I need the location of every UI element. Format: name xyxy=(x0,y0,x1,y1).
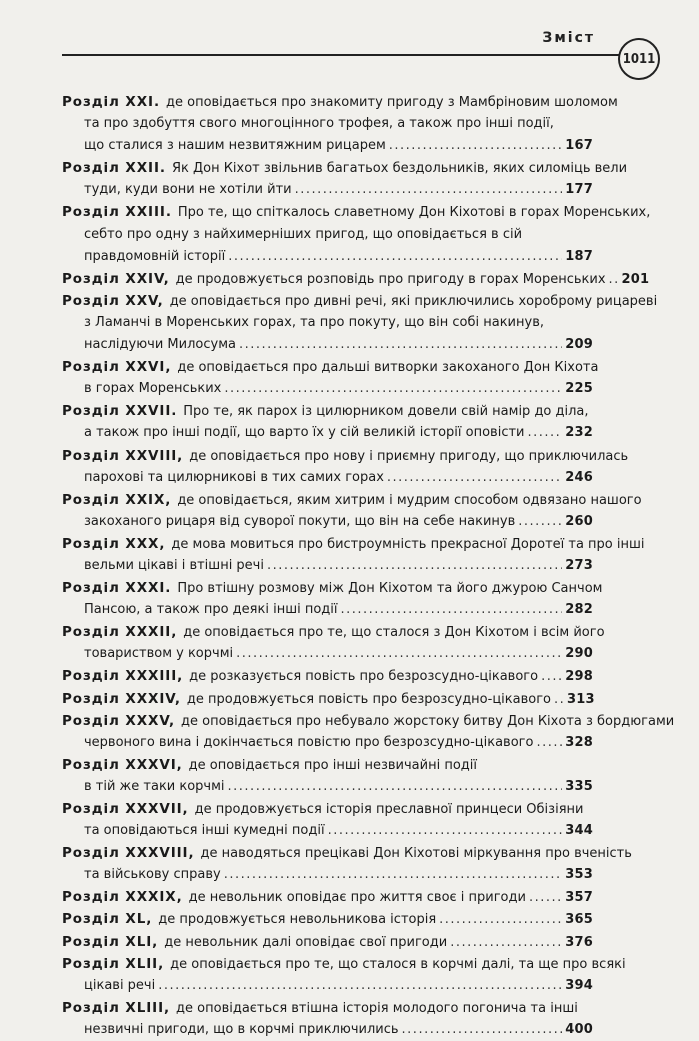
toc-entry xyxy=(62,201,651,267)
page-number: 167 xyxy=(565,138,593,154)
toc-entry-line xyxy=(62,91,618,113)
toc-entry xyxy=(62,665,593,687)
toc-entry-line xyxy=(62,179,593,201)
chapter-description: а також про інші події, що варто їх у сій великій історії оповісти xyxy=(84,425,525,441)
chapter-label: Розділ XXXI. xyxy=(62,580,172,597)
toc-entry-line xyxy=(62,445,629,467)
dot-leader xyxy=(267,555,562,577)
page-number: 246 xyxy=(565,469,593,485)
chapter-label: Розділ XXVIII, xyxy=(62,447,184,464)
chapter-description: з Ламанчі в Моренських горах, та про покуту, що він собі накинув, xyxy=(84,314,544,330)
chapter-description: де розказується повість про безрозсудно-цікавого xyxy=(189,669,539,685)
chapter-description: де оповідається втішна історія молодого погонича та інші xyxy=(176,1000,578,1016)
chapter-label: Розділ XLIII, xyxy=(62,999,171,1016)
chapter-description: правдомовній історії xyxy=(84,248,226,264)
chapter-label: Розділ XXXVII, xyxy=(62,801,189,817)
page-number: 201 xyxy=(621,271,650,287)
toc-entry xyxy=(62,533,645,577)
toc-entry-line xyxy=(62,489,642,511)
chapter-description: Про те, що спіткалось славетному Дон Кіхотові в горах Моренських, xyxy=(177,205,651,221)
toc-entry xyxy=(62,908,593,930)
toc-entry xyxy=(62,157,628,201)
toc-entry xyxy=(62,577,603,621)
dot-leader xyxy=(158,975,562,997)
page-number: 282 xyxy=(565,602,593,618)
chapter-description: товариством у корчмі xyxy=(84,646,234,662)
toc-entry xyxy=(62,621,605,665)
chapter-description: де оповідається про те, що сталося в корчмі далі, та ще про всякі xyxy=(170,956,626,972)
dot-leader xyxy=(341,599,563,621)
toc-entry-line xyxy=(62,975,593,997)
page-number: 344 xyxy=(565,823,593,839)
chapter-label: Розділ XXXVIII, xyxy=(62,845,195,862)
chapter-description: де оповідається про дальші витворки закоханого Дон Кіхота xyxy=(177,360,599,376)
toc-entry xyxy=(62,710,675,754)
chapter-label: Розділ XXXIV, xyxy=(62,690,181,707)
chapter-label: Розділ XLII, xyxy=(62,955,165,972)
toc-entry-line xyxy=(62,224,593,246)
chapter-description: де продовжується повість про безрозсудно-цікавого xyxy=(186,691,551,707)
chapter-label: Розділ XXII. xyxy=(62,160,166,177)
toc-entry-line xyxy=(62,201,651,223)
chapter-description: та про здобуття свого многоцінного трофея, а також про інші події, xyxy=(84,116,554,132)
chapter-label: Розділ XXVII. xyxy=(62,403,178,420)
chapter-label: Розділ XXXVI, xyxy=(62,756,183,773)
toc-entry-line xyxy=(62,268,650,290)
dot-leader xyxy=(536,732,562,754)
toc-entry-line xyxy=(62,908,593,930)
page-number: 232 xyxy=(565,425,593,441)
toc-entry-line xyxy=(62,400,593,422)
toc-entry-line xyxy=(62,621,605,643)
toc-entry-line xyxy=(62,135,593,157)
dot-leader xyxy=(439,909,562,931)
dot-leader xyxy=(224,378,562,400)
toc-entry-line xyxy=(62,356,599,378)
dot-leader xyxy=(402,1019,563,1041)
toc-entry-line xyxy=(62,1019,593,1041)
toc-entry-line xyxy=(62,776,593,798)
toc-entry-line xyxy=(62,577,603,599)
chapter-description: вельми цікаві і втішні речі xyxy=(84,557,264,573)
chapter-description: та військову справу xyxy=(84,867,221,883)
chapter-description: де оповідається про небувало жорстоку битву Дон Кіхота з бордюгами xyxy=(181,713,675,729)
chapter-description: де оповідається, яким хитрим і мудрим способом одвязано нашого xyxy=(177,492,642,508)
table-of-contents xyxy=(62,91,675,1041)
toc-entry-line xyxy=(62,665,593,687)
toc-entry xyxy=(62,931,593,953)
toc-entry-line xyxy=(62,688,593,710)
toc-entry xyxy=(62,688,593,710)
chapter-description: себто про одну з найхимерніших пригод, що оповідається в сій xyxy=(84,226,523,242)
toc-entry-line xyxy=(62,113,593,135)
chapter-label: Розділ XXXV, xyxy=(62,712,175,729)
toc-entry xyxy=(62,489,642,533)
chapter-description: де продовжується невольникова історія xyxy=(158,912,437,928)
chapter-label: Розділ XXXIX, xyxy=(62,889,183,906)
toc-entry-line xyxy=(62,422,593,444)
toc-entry xyxy=(62,886,593,908)
chapter-description: де мова мовиться про бистроумність прекрасної Доротеї та про інші xyxy=(171,536,645,552)
chapter-description: в тій же таки корчмі xyxy=(84,778,225,794)
chapter-description: де продовжується історія преславної принцеси Обізіяни xyxy=(194,802,584,817)
chapter-description: Про те, як парох із цилюрником довели свій намір до діла, xyxy=(183,404,589,420)
page-number: 260 xyxy=(565,513,593,529)
chapter-description: де невольник далі оповідає свої пригоди xyxy=(164,934,448,950)
dot-leader xyxy=(387,467,562,489)
toc-entry-line xyxy=(62,643,593,665)
chapter-description: закоханого рицаря від суворої покути, що він на себе накинув xyxy=(84,513,516,529)
chapter-label: Розділ XLI, xyxy=(62,933,159,950)
toc-entry xyxy=(62,754,593,798)
dot-leader xyxy=(328,820,563,842)
dot-leader xyxy=(609,269,619,291)
chapter-label: Розділ XXIII. xyxy=(62,204,172,221)
dot-leader xyxy=(224,864,563,886)
running-header-title: Зміст xyxy=(542,30,595,46)
toc-entry-line xyxy=(62,334,593,356)
page-number: 273 xyxy=(565,557,593,573)
chapter-description: в горах Моренських xyxy=(84,381,222,397)
page-number: 225 xyxy=(565,381,593,397)
page-number: 394 xyxy=(565,977,593,993)
chapter-label: Розділ XXV, xyxy=(62,292,164,309)
chapter-description: де невольник оповідає про життя своє і пригоди xyxy=(188,890,526,906)
chapter-description: де оповідається про знакомиту пригоду з Мамбріновим шоломом xyxy=(166,95,618,110)
page-number-badge: 1011 xyxy=(618,38,660,80)
toc-entry-line xyxy=(62,886,593,908)
chapter-description: Пансою, а також про деякі інші події xyxy=(84,602,338,618)
chapter-description: Як Дон Кіхот звільнив багатьох бездольників, яких силоміць вели xyxy=(171,161,628,177)
dot-leader xyxy=(554,689,564,711)
dot-leader xyxy=(518,511,562,533)
page-number: 400 xyxy=(565,1021,593,1037)
chapter-label: Розділ XXIV, xyxy=(62,270,170,287)
page-number: 353 xyxy=(565,867,593,883)
page-number: 335 xyxy=(565,778,593,794)
page-number: 328 xyxy=(565,734,593,750)
chapter-label: Розділ XXI. xyxy=(62,94,160,110)
chapter-description: цікаві речі xyxy=(84,977,156,993)
page-number: 376 xyxy=(565,934,593,950)
page-number: 365 xyxy=(565,912,593,928)
toc-entry-line xyxy=(62,157,628,179)
toc-entry-line xyxy=(62,842,632,864)
chapter-description: парохові та цилюрникові в тих самих горах xyxy=(84,469,384,485)
toc-entry-line xyxy=(62,931,593,953)
dot-leader xyxy=(541,666,562,688)
toc-entry xyxy=(62,842,632,886)
page-number: 313 xyxy=(567,691,595,707)
dot-leader xyxy=(295,179,563,201)
toc-entry-line xyxy=(62,246,593,268)
toc-entry-line xyxy=(62,290,658,312)
chapter-description: де продовжується розповідь про пригоду в горах Моренських xyxy=(175,271,606,287)
chapter-description: та оповідаються інші кумедні події xyxy=(84,823,325,839)
toc-entry-line xyxy=(62,533,645,555)
chapter-description: де оповідається про дивні речі, які приключились хороброму рицареві xyxy=(169,293,658,309)
chapter-label: Розділ XXVI, xyxy=(62,359,172,376)
chapter-description: наслідуючи Милосума xyxy=(84,337,236,353)
header-rule xyxy=(62,54,619,56)
toc-entry-line xyxy=(62,599,593,621)
page-number: 298 xyxy=(565,669,593,685)
toc-entry xyxy=(62,953,626,997)
toc-entry xyxy=(62,997,593,1041)
toc-entry-line xyxy=(62,710,675,732)
chapter-description: незвичні пригоди, що в корчмі приключились xyxy=(84,1021,399,1037)
page-number: 209 xyxy=(565,337,593,353)
toc-entry-line xyxy=(62,555,593,577)
chapter-description: де оповідається про інші незвичайні події xyxy=(188,757,477,773)
page-number: 357 xyxy=(565,890,593,906)
dot-leader xyxy=(228,776,563,798)
chapter-description: туди, куди вони не хотіли йти xyxy=(84,182,292,198)
chapter-description: що сталися з нашим незвитяжним рицарем xyxy=(84,138,386,154)
toc-entry-line xyxy=(62,997,593,1019)
dot-leader xyxy=(527,422,562,444)
toc-entry xyxy=(62,290,658,356)
dot-leader xyxy=(389,135,562,157)
chapter-label: Розділ XXXIII, xyxy=(62,668,184,685)
toc-entry-line xyxy=(62,378,593,400)
dot-leader xyxy=(228,246,562,268)
chapter-label: Розділ XL, xyxy=(62,911,153,928)
chapter-description: де наводяться прецікаві Дон Кіхотові міркування про вченість xyxy=(200,846,632,862)
toc-entry xyxy=(62,356,599,400)
dot-leader xyxy=(529,887,562,909)
toc-entry-line xyxy=(62,864,593,886)
toc-entry-line xyxy=(62,511,593,533)
toc-entry-line xyxy=(62,312,593,334)
chapter-label: Розділ XXX, xyxy=(62,535,166,552)
toc-entry xyxy=(62,445,629,489)
chapter-description: Про втішну розмову між Дон Кіхотом та його джурою Санчом xyxy=(177,581,603,597)
chapter-label: Розділ XXXII, xyxy=(62,624,178,641)
toc-entry xyxy=(62,400,593,444)
toc-entry-line xyxy=(62,798,593,820)
chapter-description: де оповідається про те, що сталося з Дон Кіхотом і всім його xyxy=(183,625,605,641)
toc-entry-line xyxy=(62,820,593,842)
toc-entry-line xyxy=(62,754,593,776)
chapter-label: Розділ XXIX, xyxy=(62,491,172,508)
page-number: 290 xyxy=(565,646,593,662)
chapter-description: де оповідається про нову і приємну пригоду, що приключилась xyxy=(189,448,629,464)
toc-entry-line xyxy=(62,467,593,489)
dot-leader xyxy=(450,932,562,954)
toc-entry-line xyxy=(62,732,593,754)
toc-entry xyxy=(62,91,618,157)
page-number: 187 xyxy=(565,248,593,264)
dot-leader xyxy=(236,643,562,665)
toc-entry-line xyxy=(62,953,626,975)
toc-entry xyxy=(62,798,593,842)
toc-entry xyxy=(62,268,650,290)
chapter-description: червоного вина і докінчається повістю про безрозсудно-цікавого xyxy=(84,734,534,750)
dot-leader xyxy=(239,334,562,356)
page-number: 177 xyxy=(565,182,593,198)
